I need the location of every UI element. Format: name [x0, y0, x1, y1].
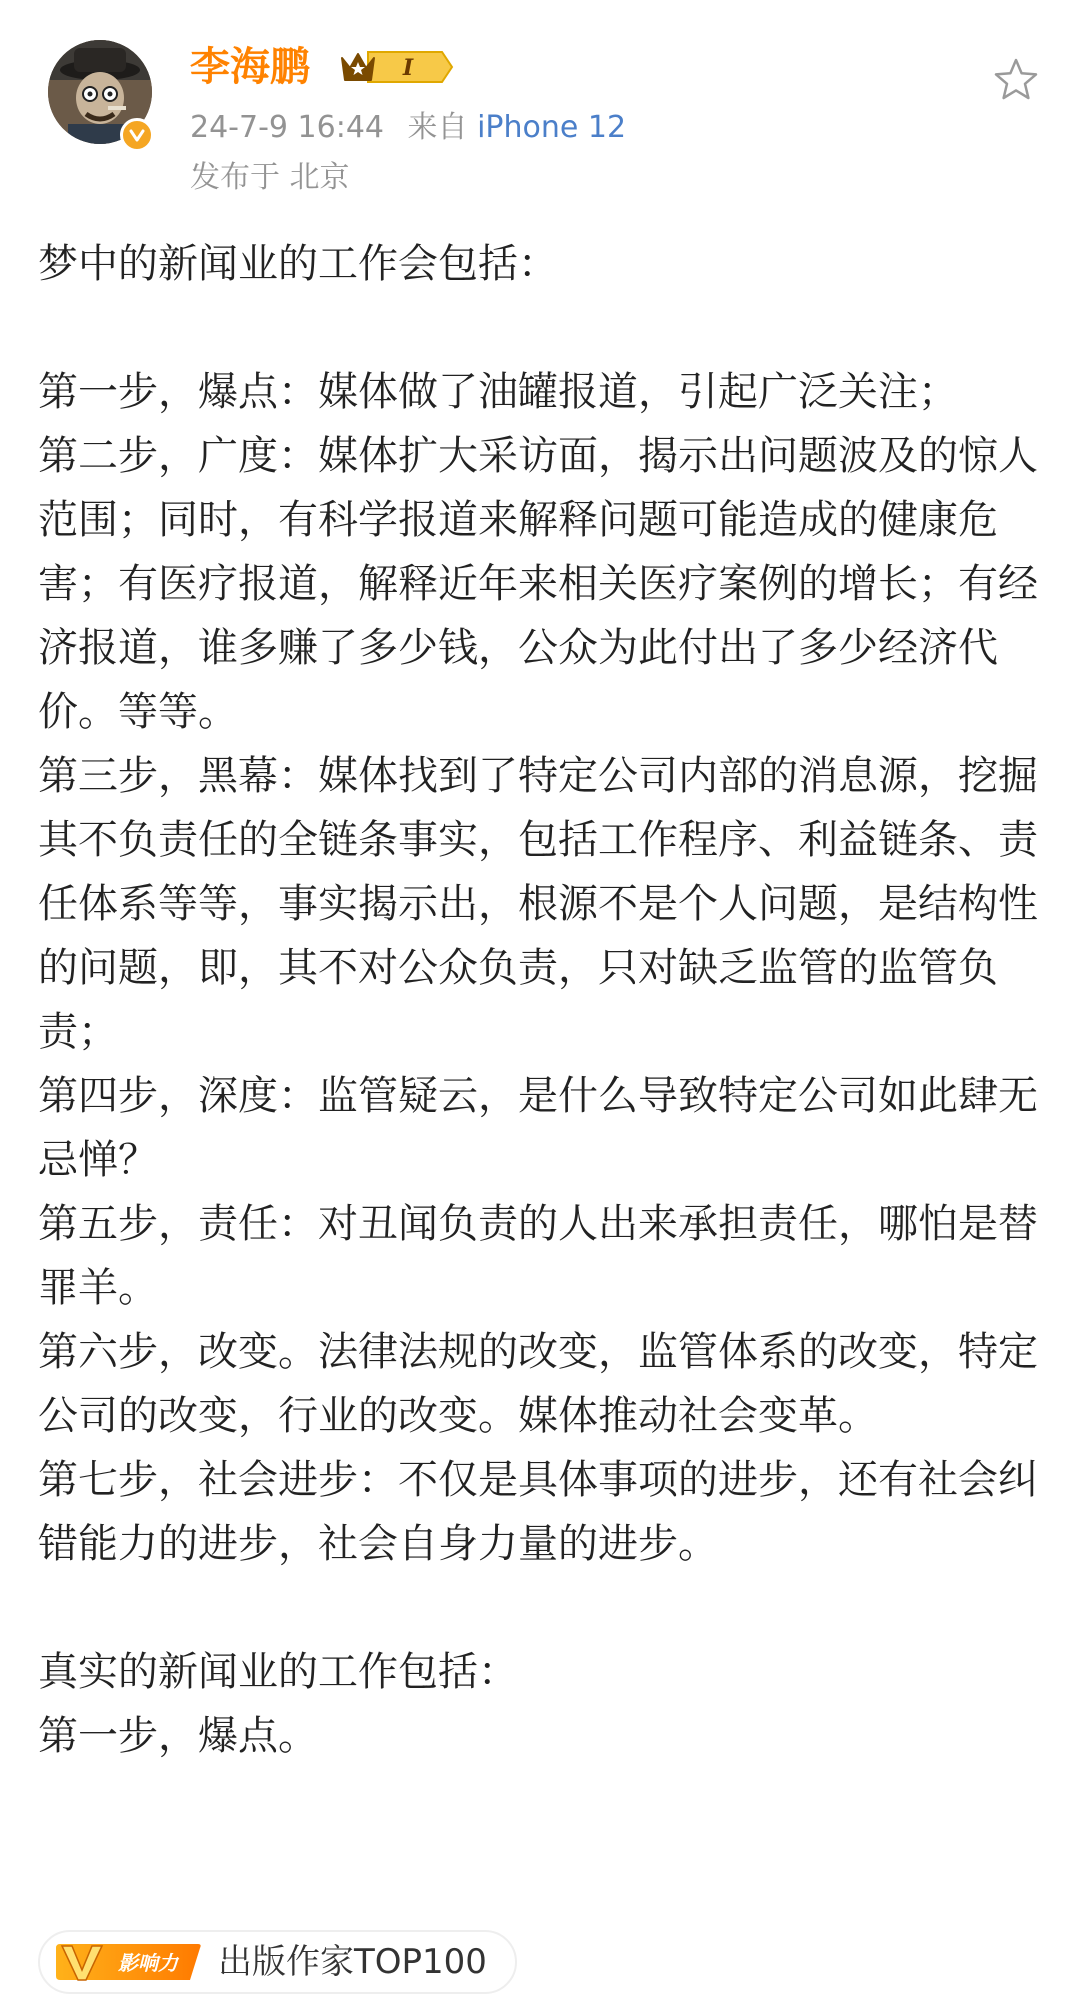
paragraph-gap [38, 296, 1048, 360]
verified-badge-icon [120, 118, 154, 152]
paragraph: 第三步，黑幕：媒体找到了特定公司内部的消息源，挖掘其不负责任的全链条事实，包括工作程序、利益链条、责任体系等等，事实揭示出，根源不是个人问题，是结构性的问题，即，其不对公众负责，只对缺乏监管的监管负责； [38, 753, 1038, 1055]
author-name[interactable]: 李海鹏 [190, 44, 310, 90]
star-outline-icon [992, 56, 1040, 104]
paragraph: 第一步，爆点。 [38, 1713, 318, 1759]
member-level: I [402, 55, 414, 81]
paragraph: 第二步，广度：媒体扩大采访面，揭示出问题波及的惊人范围；同时，有科学报道来解释问题可能造成的健康危害；有医疗报道，解释近年来相关医疗案例的增长；有经济报道，谁多赚了多少钱，公众为此付出了多少经济代价。等等。 [38, 433, 1038, 735]
paragraph: 第四步，深度：监管疑云，是什么导致特定公司如此肆无忌惮？ [38, 1073, 1038, 1183]
post-meta [190, 108, 626, 148]
paragraph: 第六步，改变。法律法规的改变，监管体系的改变，特定公司的改变，行业的改变。媒体推动社会变革。 [38, 1329, 1038, 1439]
influence-tag[interactable] [38, 1930, 517, 1994]
member-badge[interactable] [338, 46, 454, 88]
influence-badge-text: 影响力 [118, 1951, 178, 1975]
influence-tag-label: 出版作家TOP100 [218, 1942, 487, 1982]
paragraph: 第七步，社会进步：不仅是具体事项的进步，还有社会纠错能力的进步，社会自身力量的进步。 [38, 1457, 1038, 1567]
post-body [38, 232, 1048, 1768]
source-prefix: 来自 [407, 110, 468, 145]
paragraph: 第五步，责任：对丑闻负责的人出来承担责任，哪怕是替罪羊。 [38, 1201, 1038, 1311]
device-link[interactable]: iPhone 12 [477, 110, 627, 145]
paragraph-gap [38, 1576, 1048, 1640]
paragraph: 真实的新闻业的工作包括： [38, 1649, 518, 1695]
influence-badge-icon [54, 1940, 204, 1984]
favorite-button[interactable] [988, 52, 1044, 108]
post-header [0, 0, 1080, 195]
paragraph: 第一步，爆点：媒体做了油罐报道，引起广泛关注； [38, 369, 958, 415]
post-timestamp: 24-7-9 16:44 [190, 110, 384, 145]
paragraph: 梦中的新闻业的工作会包括： [38, 241, 558, 287]
post-location: 发布于 北京 [190, 160, 350, 195]
